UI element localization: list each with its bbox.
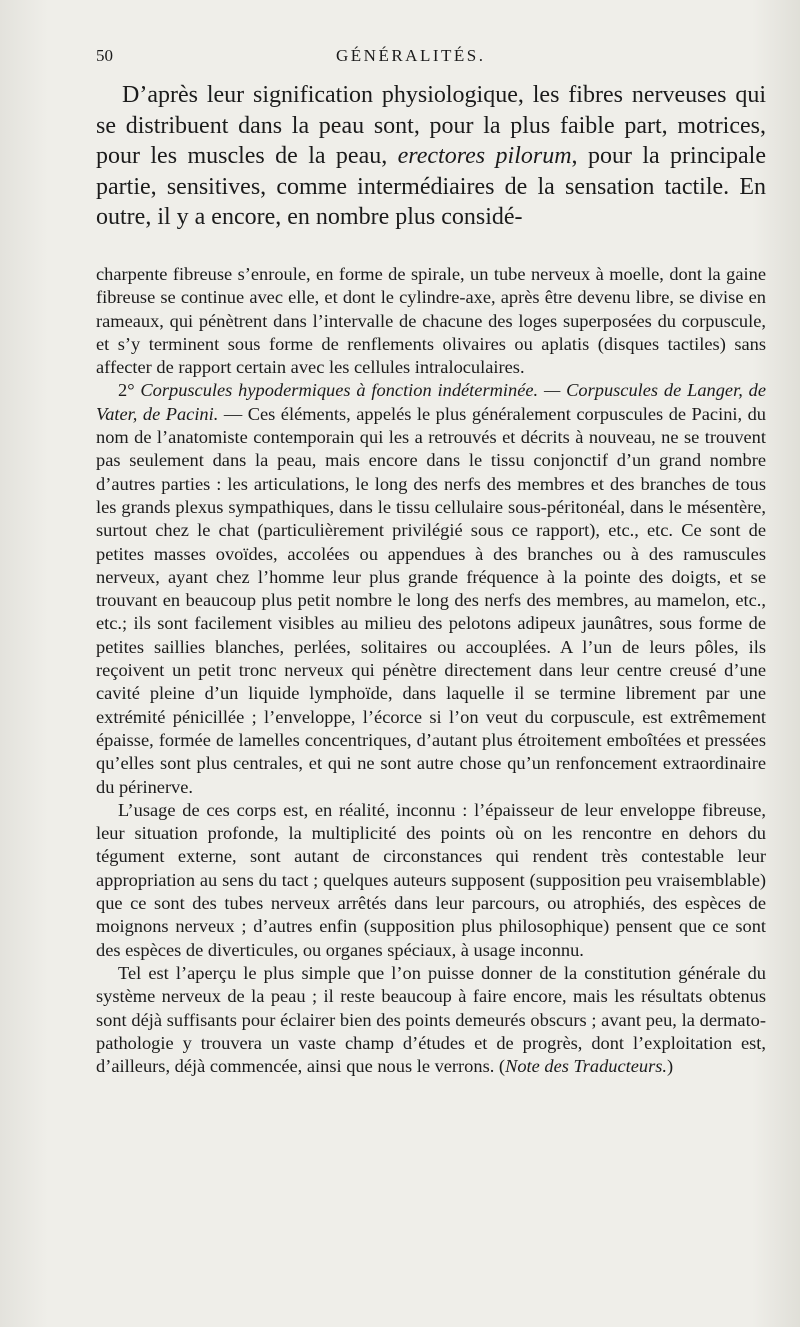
main-paragraph-text: D’après leur signification physiologique, les fibres nerveuses qui se distribuent dans la peau sont, pour la plus faible part, motrices, pour les muscles de la peau, <box>96 82 766 169</box>
footnote-block <box>96 263 766 1078</box>
main-paragraph <box>96 80 766 233</box>
closing-body: Tel est l’aperçu le plus simple que l’on puisse donner de la constitution générale du système nerveux de la peau ; il reste beaucoup à faire encore, mais les résultats obtenus sont déjà suffisants pour éclairer bien des points demeurés obscurs ; avant peu, la dermato-pathologie y trouvera un vaste champ d’études et de progrès, dont l’exploitation est, d’ailleurs, déjà commencée, ainsi que nous le verrons. ( <box>96 962 766 1077</box>
page-number: 50 <box>96 46 113 65</box>
main-paragraph-text-end: , pour la principale partie, sensitives, comme intermédiaires de la sensation tactile. En outre, il y a encore, en nombre plus considé- <box>96 143 766 230</box>
section-number: 2° <box>118 380 141 401</box>
page-header <box>96 44 766 74</box>
main-text-block <box>96 80 766 233</box>
section-heading: Corpuscules hypodermiques à fonction indéterminée. — Corpuscules de Langer, de Vater, de Pacini. <box>96 380 766 424</box>
running-title: GÉNÉRALITÉS. <box>336 46 486 65</box>
footnote-paragraph-1: charpente fibreuse s’enroule, en forme de spirale, un tube nerveux à moelle, dont la gaine fibreuse se continue avec elle, et dont le cylindre-axe, après être devenu libre, se divise en rameaux, qui pénètrent dans l’intervalle de chacune des loges superposées du corpuscule, et s’y terminent sous forme de renflements olivaires ou aplatis (disques tactiles) sans affecter de rapport certain avec les cellules intraloculaires. <box>96 264 766 378</box>
footnote-paragraph-3: L’usage de ces corps est, en réalité, inconnu : l’épaisseur de leur enveloppe fibreuse, leur situation profonde, la multiplicité des points où on les rencontre en dehors du tégument externe, sont autant de circonstances qui rendent très contestable leur appropriation au sens du tact ; quelques auteurs supposent (supposition peu vraisemblable) que ce sont des tubes nerveux arrêtés dans leur parcours, ou atrophiés, des espèces de moignons nerveux ; d’autres enfin (supposition plus philosophique) pensent que ce sont des espèces de diverticules, ou organes spéciaux, à usage inconnu. <box>96 799 766 960</box>
italic-term: erectores pilorum <box>397 143 572 169</box>
translators-note: Note des Traducteurs. <box>505 1056 668 1077</box>
footnote-paragraph-4 <box>96 962 766 1078</box>
footnote-paragraph-2 <box>96 379 766 798</box>
section-body: — Ces éléments, appelés le plus généralement corpuscules de Pacini, du nom de l’anatomiste contemporain qui les a retrouvés et décrits à nouveau, ne se trouvent pas seulement dans la peau, mais encore dans le tissu conjonctif d’un grand nombre d’autres parties : les articulations, le long des nerfs des membres et des branches de tous les grands plexus sympathiques, dans le tissu cellulaire sous-péritonéal, dans le mésentère, surtout chez le chat (particulièrement privilégié sous ce rapport), etc., etc. Ce sont de petites masses ovoïdes, accolées ou appendues à des branches ou à des ramuscules nerveux, ayant chez l’homme leur plus grande fréquence à la pointe des doigts, et se trouvant en beaucoup plus petit nombre le long des nerfs des membres, au mamelon, etc., etc.; ils sont facilement visibles au milieu des pelotons adipeux jaunâtres, sous forme de petites saillies blanches, perlées, solitaires ou accouplées. A l’un de leurs pôles, ils reçoivent un petit tronc nerveux qui pénètre directement dans leur centre creusé d’une cavité pleine d’un liquide lymphoïde, dans laquelle il se termine librement par une extrémité pénicillée ; l’enveloppe, l’écorce si l’on veut du corpuscule, est extrêmement épaisse, formée de lamelles concentriques, d’autant plus étroitement emboîtées et pressées qu’elles sont plus centrales, et qui ne sont autre chose qu’un renfoncement extraordinaire du périnerve. <box>96 403 766 797</box>
closing-paren: ) <box>667 1056 674 1077</box>
